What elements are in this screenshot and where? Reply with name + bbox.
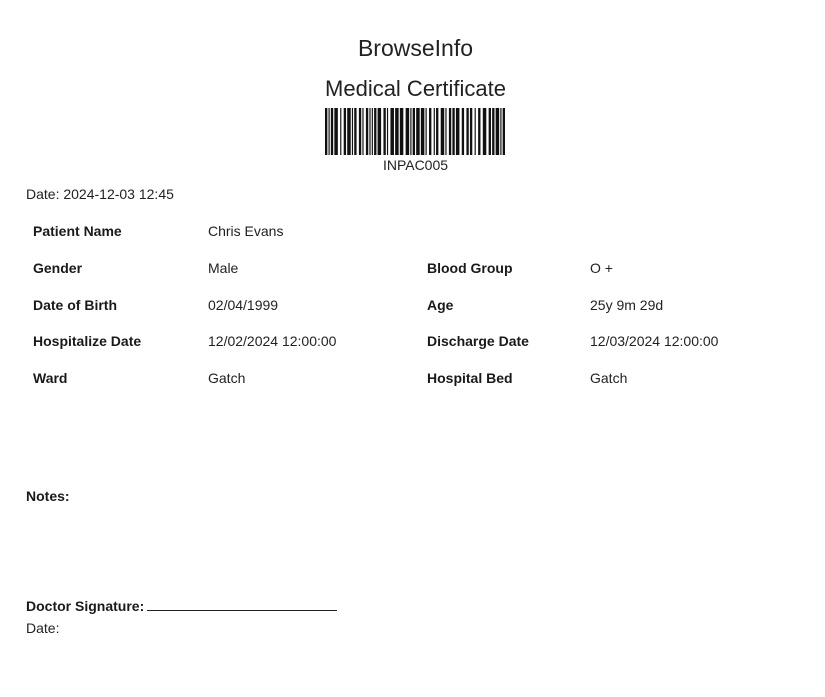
barcode-bar <box>366 108 368 155</box>
notes-label: Notes: <box>26 488 70 504</box>
barcode-bar <box>372 108 373 155</box>
barcode-bar <box>500 108 501 155</box>
barcode-bar <box>369 108 370 155</box>
field-value: 12/02/2024 12:00:00 <box>208 333 337 350</box>
field-value: 12/03/2024 12:00:00 <box>590 333 719 350</box>
field-value: O + <box>590 260 613 277</box>
barcode-bar <box>352 108 353 155</box>
field-value: Gatch <box>208 370 246 387</box>
field-value: Gatch <box>590 370 628 387</box>
barcode-bar <box>325 108 327 155</box>
barcode-bar <box>334 108 338 155</box>
field-value: 25y 9m 29d <box>590 296 664 313</box>
field-value <box>583 213 797 250</box>
table-row <box>26 286 797 323</box>
barcode-bar <box>362 108 363 155</box>
table-row <box>26 360 797 397</box>
table-row <box>26 250 797 287</box>
field-label: Ward <box>33 370 68 387</box>
print-date: Date: 2024-12-03 12:45 <box>26 186 174 202</box>
barcode-number: INPAC005 <box>382 157 449 173</box>
barcode-bar <box>462 108 464 155</box>
barcode-bar <box>340 108 341 155</box>
doctor-signature <box>26 598 337 614</box>
barcode-bar <box>503 108 505 155</box>
signature-label: Doctor Signature: <box>26 598 145 614</box>
document-title: Medical Certificate <box>325 76 506 101</box>
barcode-bar <box>406 108 410 155</box>
barcode-bar <box>456 108 460 155</box>
barcode-bar <box>329 108 330 155</box>
barcode-bar <box>395 108 399 155</box>
barcode-bar <box>344 108 346 155</box>
barcode-bar <box>466 108 468 155</box>
field-label: Blood Group <box>427 260 513 277</box>
field-label: Gender <box>33 260 83 277</box>
barcode-bar <box>478 108 480 155</box>
barcode-bar <box>434 108 435 155</box>
barcode-bar <box>441 108 445 155</box>
barcode-bar <box>387 108 388 155</box>
field-label: Discharge Date <box>427 333 529 350</box>
barcode-bar <box>413 108 415 155</box>
field-value: Male <box>208 260 239 277</box>
signature-line <box>147 598 337 611</box>
barcode-bar <box>483 108 487 155</box>
field-value: 02/04/1999 <box>208 296 279 313</box>
barcode-bar <box>374 108 376 155</box>
signature-date-label: Date: <box>26 620 60 636</box>
company-name: BrowseInfo <box>357 35 474 61</box>
field-value: Chris Evans <box>208 223 284 240</box>
barcode-bar <box>436 108 438 155</box>
field-label: Patient Name <box>33 223 122 240</box>
barcode-bar <box>452 108 454 155</box>
barcode-bar <box>489 108 491 155</box>
barcode-bar <box>492 108 494 155</box>
field-label: Age <box>427 296 454 313</box>
field-label: Hospital Bed <box>427 370 513 387</box>
table-row <box>26 323 797 360</box>
barcode-bar <box>449 108 451 155</box>
table-row <box>26 213 797 250</box>
barcode-bar <box>421 108 425 155</box>
barcode-bar <box>390 108 394 155</box>
barcode-bar <box>383 108 385 155</box>
field-label: Date of Birth <box>33 296 117 313</box>
barcode-bar <box>400 108 404 155</box>
barcode-bar <box>378 108 382 155</box>
barcode-bar <box>331 108 333 155</box>
barcode-bar <box>359 108 361 155</box>
barcode-bar <box>416 108 420 155</box>
field-label <box>420 213 583 250</box>
barcode-bar <box>445 108 446 155</box>
barcode-image <box>325 108 505 155</box>
barcode-bar <box>347 108 351 155</box>
barcode-bar <box>470 108 472 155</box>
patient-info-table <box>26 213 797 396</box>
barcode-bar <box>475 108 476 155</box>
field-label: Hospitalize Date <box>33 333 142 350</box>
barcode-bar <box>354 108 356 155</box>
barcode-bar <box>496 108 500 155</box>
barcode-bar <box>429 108 431 155</box>
barcode-bar <box>410 108 411 155</box>
barcode-bar <box>426 108 427 155</box>
